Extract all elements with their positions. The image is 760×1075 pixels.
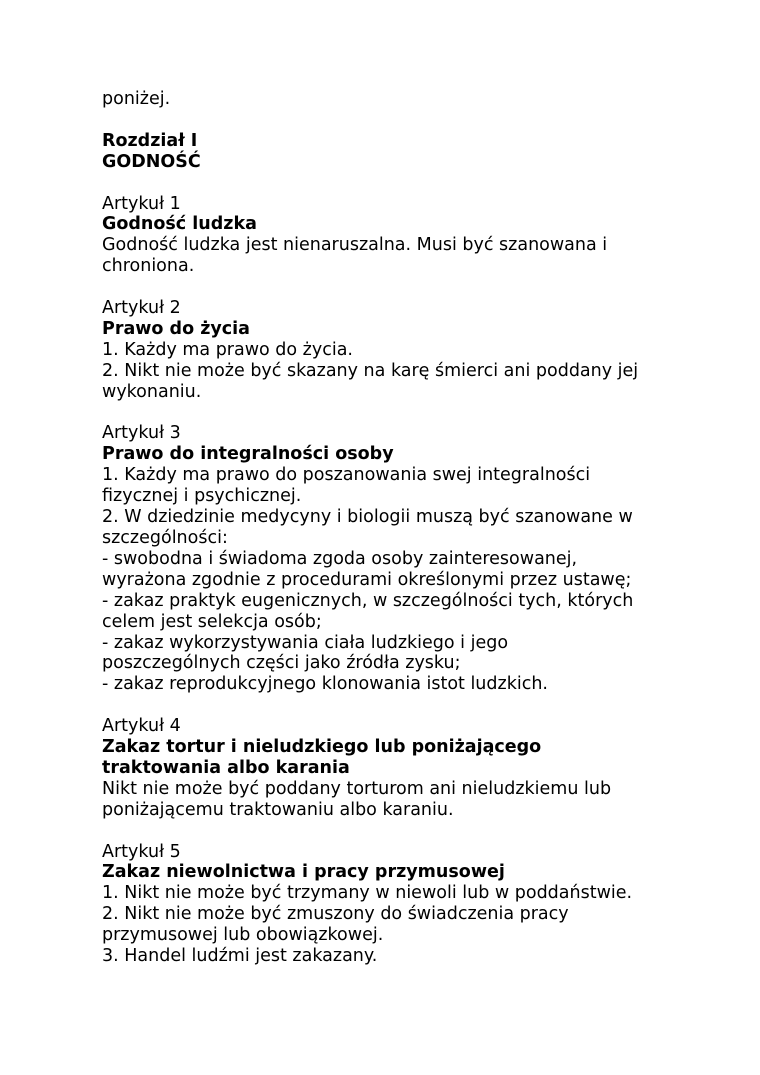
article-text-line: wykonaniu. (102, 381, 202, 402)
article-1 (102, 194, 702, 278)
article-text-line: poniżającemu traktowaniu albo karaniu. (102, 799, 454, 820)
article-text-line: chroniona. (102, 256, 195, 277)
article-4 (102, 716, 702, 821)
article-title: traktowania albo karania (102, 757, 350, 778)
article-text-line: fizycznej i psychicznej. (102, 486, 302, 507)
article-number: Artykuł 3 (102, 423, 181, 444)
chapter-label: Rozdział I (102, 130, 198, 151)
article-3 (102, 423, 702, 695)
article-title: Prawo do życia (102, 318, 250, 339)
spacer (102, 173, 702, 194)
article-text-line: - swobodna i świadoma zgoda osoby zainteresowanej, (102, 548, 578, 569)
article-text-line: Nikt nie może być poddany torturom ani nieludzkiemu lub (102, 778, 612, 799)
article-text-line: 1. Każdy ma prawo do życia. (102, 339, 353, 360)
article-number: Artykuł 5 (102, 841, 181, 862)
spacer (102, 403, 702, 424)
article-2 (102, 298, 702, 403)
article-text-line: 1. Każdy ma prawo do poszanowania swej integralności (102, 465, 591, 486)
spacer (102, 110, 702, 131)
article-text-line: Godność ludzka jest nienaruszalna. Musi być szanowana i (102, 235, 608, 256)
intro-text: poniżej. (102, 89, 171, 109)
article-number: Artykuł 4 (102, 716, 181, 737)
spacer (102, 695, 702, 716)
article-text-line: celem jest selekcja osób; (102, 611, 322, 632)
article-text-line: szczególności: (102, 527, 228, 548)
article-text-line: - zakaz wykorzystywania ciała ludzkiego i jego (102, 632, 509, 653)
article-text-line: 3. Handel ludźmi jest zakazany. (102, 946, 378, 967)
chapter-title: GODNOŚĆ (102, 151, 201, 172)
articles-list (102, 194, 702, 967)
article-text-line: 1. Nikt nie może być trzymany w niewoli lub w poddaństwie. (102, 883, 633, 904)
article-title: Zakaz tortur i nieludzkiego lub poniżającego (102, 737, 542, 758)
article-text-line: 2. Nikt nie może być skazany na karę śmierci ani poddany jej (102, 360, 639, 381)
article-text-line: poszczególnych części jako źródła zysku; (102, 653, 461, 674)
article-text-line: 2. Nikt nie może być zmuszony do świadczenia pracy (102, 904, 569, 925)
article-number: Artykuł 1 (102, 193, 181, 214)
article-text-line: - zakaz praktyk eugenicznych, w szczególności tych, których (102, 590, 634, 611)
article-number: Artykuł 2 (102, 298, 181, 319)
article-5 (102, 842, 702, 967)
article-text-line: przymusowej lub obowiązkowej. (102, 925, 384, 946)
article-title: Godność ludzka (102, 214, 257, 235)
spacer (102, 821, 702, 842)
article-text-line: 2. W dziedzinie medycyny i biologii muszą być szanowane w (102, 507, 633, 528)
article-title: Prawo do integralności osoby (102, 444, 394, 465)
article-text-line: - zakaz reprodukcyjnego klonowania istot ludzkich. (102, 674, 548, 695)
article-text-line: wyrażona zgodnie z procedurami określonymi przez ustawę; (102, 569, 632, 590)
spacer (102, 277, 702, 298)
document-page (102, 89, 702, 967)
article-title: Zakaz niewolnictwa i pracy przymusowej (102, 862, 505, 883)
